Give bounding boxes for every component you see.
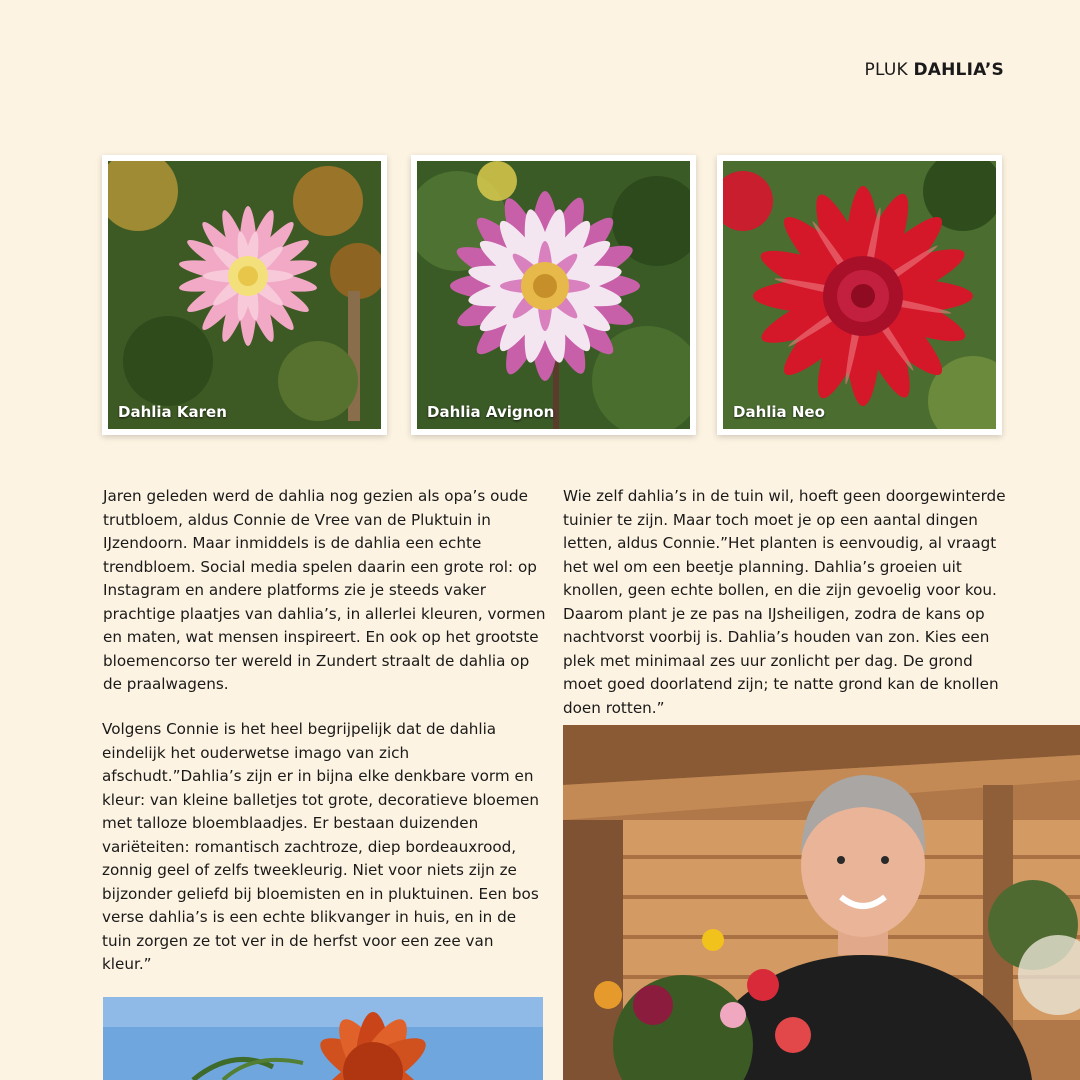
section-header — [865, 60, 1004, 80]
photo-caption: Dahlia Avignon — [427, 403, 555, 421]
photo-caption: Dahlia Karen — [118, 403, 227, 421]
connie-portrait-photo — [563, 725, 1080, 1080]
article-paragraph-3: Wie zelf dahlia’s in de tuin wil, hoeft geen doorgewinterde tuinier te zijn. Maar toch moet je op een aantal dingen letten, aldus Connie.”Het planten is eenvoudig, al vraagt het wel om een beetje planning. Dahlia’s groeien uit knollen, geen echte bollen, en die zijn gevoelig voor kou. Daarom plant je ze pas na IJsheiligen, zodra de kans op nachtvorst voorbij is. Dahlia’s houden van zon. Kies een plek met minimaal zes uur zonlicht per dag. De grond moet goed doorlatend zijn; te natte grond kan de knollen doen rotten.” — [563, 487, 1006, 717]
article-paragraph-1: Jaren geleden werd de dahlia nog gezien als opa’s oude trutbloem, aldus Connie de Vree van de Pluktuin in IJzendoorn. Maar inmiddels is de dahlia een echte trendbloem. Social media spelen daarin een grote rol: op Instagram en andere platforms zie je steeds vaker prachtige plaatjes van dahlia’s, in allerlei kleuren, vormen en maten, wat mensen inspireert. En ook op het grootste bloemencorso ter wereld in Zundert straalt de dahlia op de praalwagens. — [103, 487, 546, 693]
photo-card-dahlia-avignon — [411, 155, 696, 435]
photo-card-dahlia-neo — [717, 155, 1002, 435]
dahlia-avignon-photo — [417, 161, 690, 429]
photo-caption: Dahlia Neo — [733, 403, 825, 421]
header-prefix: PLUK — [864, 60, 908, 80]
photo-card-dahlia-karen — [102, 155, 387, 435]
article-paragraph-2: Volgens Connie is het heel begrijpelijk dat de dahlia eindelijk het ouderwetse imago van zich afschudt.”Dahlia’s zijn er in bijna elke denkbare vorm en kleur: van kleine balletjes tot grote, decoratieve bloemen met talloze bloemblaadjes. Er bestaan duizenden variëteiten: romantisch zachtroze, diep bordeauxrood, zonnig geel of zelfs tweekleurig. Niet voor niets zijn ze bijzonder geliefd bij bloemisten en in pluktuinen. Een bos verse dahlia’s is een echte blikvanger in huis, en in de tuin zorgen ze tot ver in de herfst voor een zee van kleur.” — [102, 720, 539, 973]
dahlia-karen-photo — [108, 161, 381, 429]
header-title: DAHLIA’S — [913, 60, 1004, 80]
orange-dahlia-photo — [103, 997, 543, 1080]
dahlia-neo-photo — [723, 161, 996, 429]
